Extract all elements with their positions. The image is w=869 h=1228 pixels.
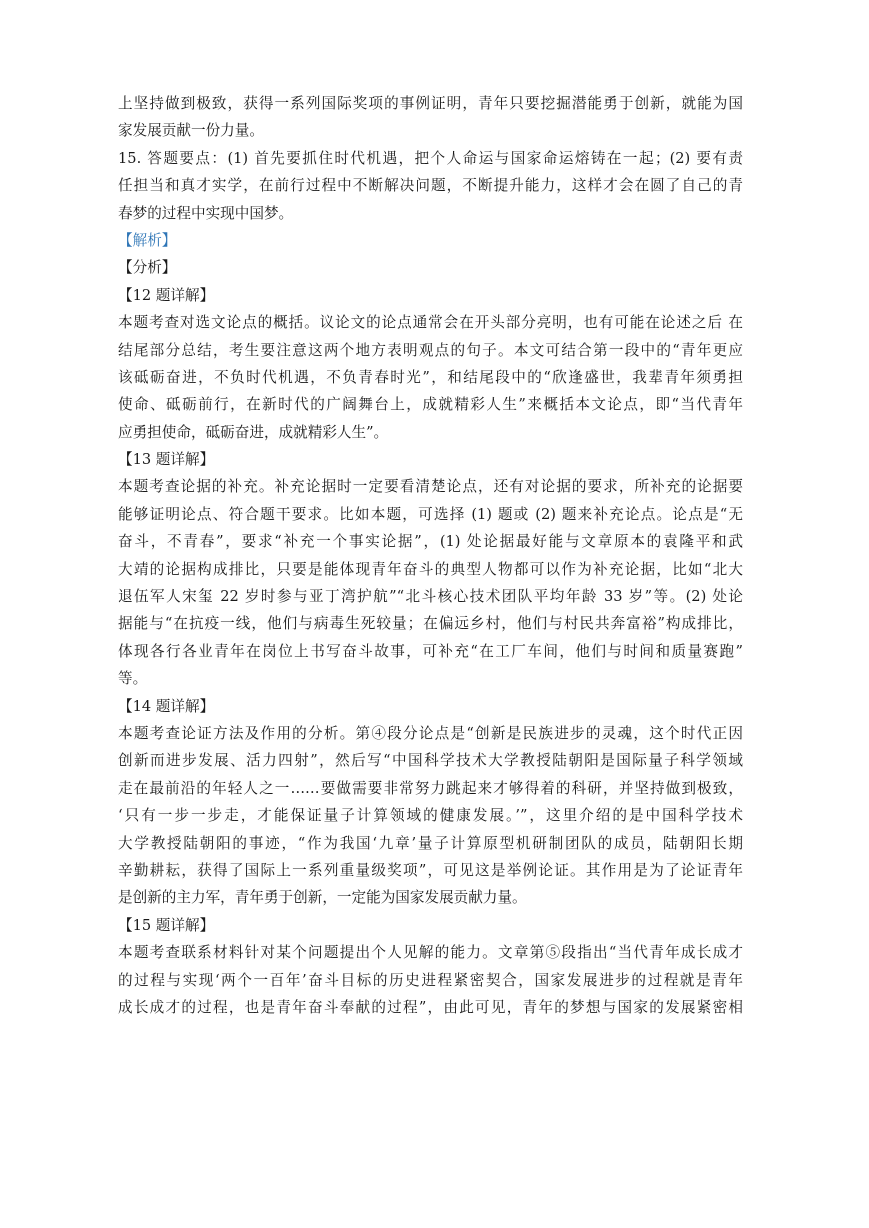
text-line: 体现各行各业青年在岗位上书写奋斗故事，可补充“在工厂车间，他们与时间和质量赛跑” — [118, 642, 743, 660]
section-heading: 【分析】 — [118, 259, 177, 277]
text-line: 能够证明论点、符合题干要求。比如本题，可选择 (1) 题或 (2) 题来补充论点。论点是“无 — [118, 505, 743, 523]
text-line: 创新而进步发展、活力四射”，然后写“中国科学技术大学教授陆朝阳是国际量子科学领域 — [118, 752, 743, 770]
text-line: 是创新的主力军，青年勇于创新，一定能为国家发展贡献力量。 — [118, 889, 527, 907]
text-line: 成长成才的过程，也是青年奋斗奉献的过程”，由此可见，青年的梦想与国家的发展紧密相 — [118, 998, 743, 1016]
text-line: 等。 — [118, 670, 148, 688]
section-heading: 【12 题详解】 — [118, 286, 215, 304]
text-line: 本题考查论据的补充。补充论据时一定要看清楚论点，还有对论据的要求，所补充的论据要 — [118, 478, 743, 496]
section-heading: 【14 题详解】 — [118, 697, 215, 715]
text-line: ‘只有一步一步走，才能保证量子计算领域的健康发展。’”，这里介绍的是中国科学技术 — [118, 807, 743, 825]
text-line: 大靖的论据构成排比，只要是能体现青年奋斗的典型人物都可以作为补充论据，比如“北大 — [118, 560, 743, 578]
text-line: 据能与“在抗疫一线，他们与病毒生死较量；在偏远乡村，他们与村民共奔富裕”构成排比， — [118, 615, 743, 633]
answer-15: 15. 答题要点：(1) 首先要抓住时代机遇，把个人命运与国家命运熔铸在一起；(2) 要有责 — [118, 149, 743, 167]
text-line: 该砥砺奋进，不负时代机遇，不负青春时光”，和结尾段中的“欣逢盛世，我辈青年须勇担 — [118, 368, 743, 386]
text-line: 本题考查论证方法及作用的分析。第④段分论点是“创新是民族进步的灵魂，这个时代正因 — [118, 724, 743, 742]
section-heading: 【13 题详解】 — [118, 451, 215, 469]
text-line: 辛勤耕耘，获得了国际上一系列重量级奖项”，可见这是举例论证。其作用是为了论证青年 — [118, 861, 743, 879]
text-line: 使命、砥砺前行，在新时代的广阔舞台上，成就精彩人生”来概括本文论点，即“当代青年 — [118, 396, 743, 414]
text-line: 结尾部分总结，考生要注意这两个地方表明观点的句子。本文可结合第一段中的“青年更应 — [118, 341, 743, 359]
analysis-heading: 【解析】 — [118, 231, 177, 249]
text-line: 走在最前沿的年轻人之一……要做需要非常努力跳起来才够得着的科研，并坚持做到极致， — [118, 779, 743, 797]
text-line: 上坚持做到极致，获得一系列国际奖项的事例证明，青年只要挖掘潜能勇于创新，就能为国 — [118, 95, 743, 112]
text-line: 大学教授陆朝阳的事迹，“作为我国‘九章’量子计算原型机研制团队的成员，陆朝阳长期 — [118, 834, 743, 852]
text-line: 的过程与实现‘两个一百年’奋斗目标的历史进程紧密契合，国家发展进步的过程就是青年 — [118, 971, 743, 989]
text-line: 春梦的过程中实现中国梦。 — [118, 204, 294, 222]
text-line: 本题考查联系材料针对某个问题提出个人见解的能力。文章第⑤段指出“当代青年成长成才 — [118, 944, 743, 962]
text-line: 家发展贡献一份力量。 — [118, 122, 264, 140]
text-line: 应勇担使命，砥砺奋进，成就精彩人生”。 — [118, 423, 389, 441]
text-line: 奋斗，不青春”，要求“补充一个事实论据”，(1) 处论据最好能与文章原本的袁隆平和武 — [118, 533, 743, 551]
section-heading: 【15 题详解】 — [118, 916, 215, 934]
document-page — [118, 90, 743, 1021]
text-line: 退伍军人宋玺 22 岁时参与亚丁湾护航”“北斗核心技术团队平均年龄 33 岁”等。(2) 处论 — [118, 588, 743, 606]
text-line: 任担当和真才实学，在前行过程中不断解决问题，不断提升能力，这样才会在圆了自己的青 — [118, 177, 743, 195]
text-line: 本题考查对选文论点的概括。议论文的论点通常会在开头部分亮明，也有可能在论述之后 在 — [118, 314, 743, 332]
